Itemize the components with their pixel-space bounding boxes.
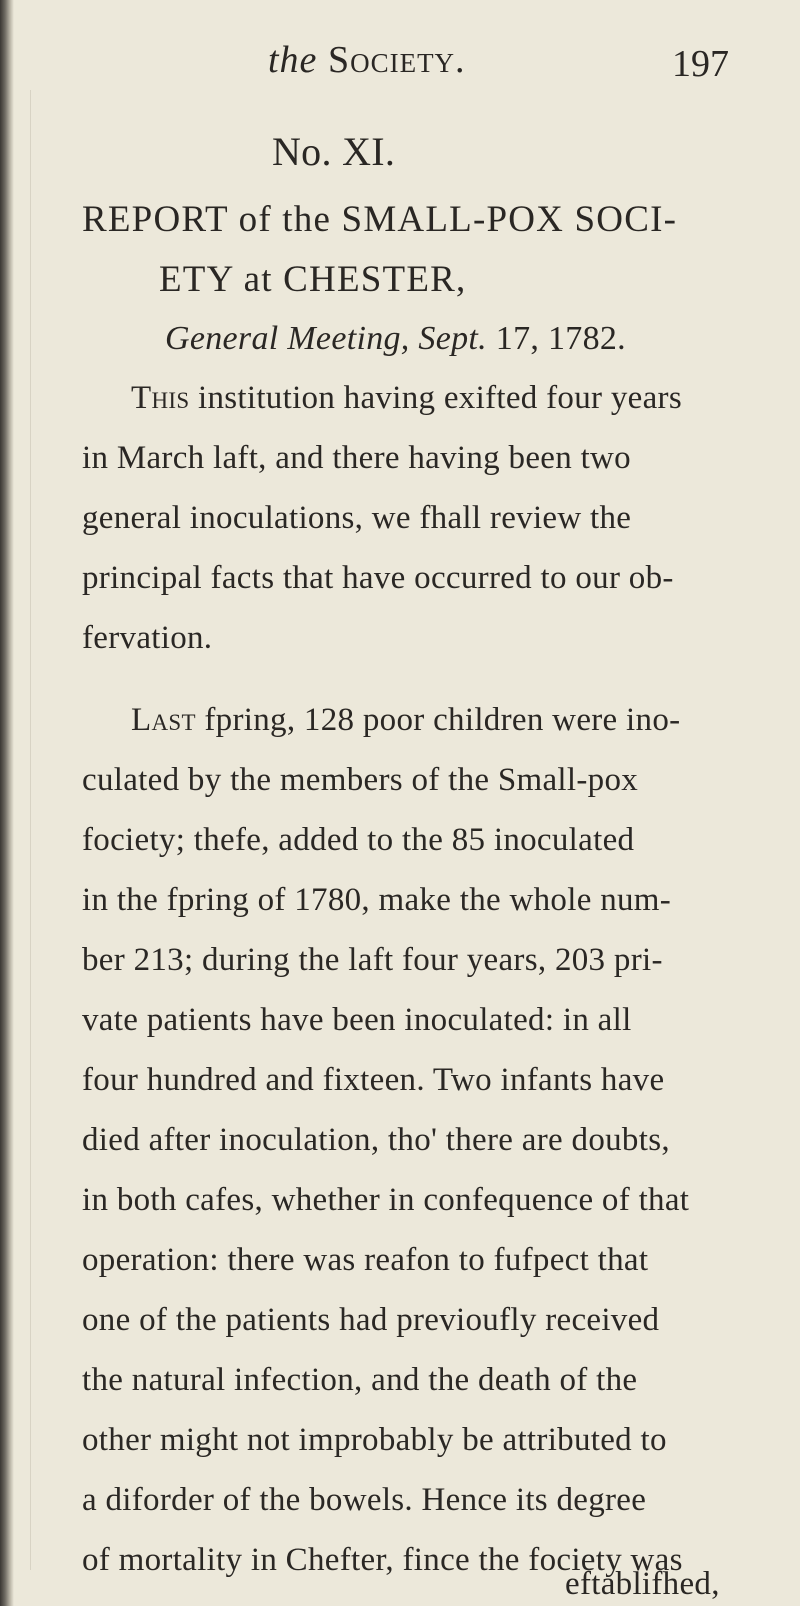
paragraph-2-line-12: the natural infection, and the death of the (82, 1362, 638, 1398)
paragraph-1-line-5: fervation. (82, 620, 213, 656)
page-number: 197 (672, 43, 729, 85)
section-number: No. XI. (272, 129, 396, 174)
paragraph-2-dropcap: Last (131, 702, 196, 738)
paragraph-2-line-6: vate patients have been inoculated: in all (82, 1002, 632, 1038)
catchword: eftablifhed, (565, 1566, 720, 1602)
paragraph-2-line-9: in both cafes, whether in confequence of that (82, 1182, 690, 1218)
paragraph-2-line-5: ber 213; during the laft four years, 203 pri- (82, 942, 663, 978)
paragraph-2-line-1 (131, 702, 680, 739)
paragraph-2-line-13: other might not improbably be attributed to (82, 1422, 667, 1458)
paragraph-2-line-3: fociety; thefe, added to the 85 inoculated (82, 822, 635, 858)
paragraph-2-line-4: in the fpring of 1780, make the whole num- (82, 882, 672, 918)
meeting-date-month: Sept. (418, 320, 487, 357)
paragraph-2-line-2: culated by the members of the Small-pox (82, 762, 639, 798)
report-heading-line-2: ETY at CHESTER, (159, 259, 467, 300)
meeting-line (165, 320, 626, 358)
paragraph-1-line-1 (131, 380, 682, 417)
paragraph-1-line-2: in March laft, and there having been two (82, 440, 631, 476)
paragraph-2-line-8: died after inoculation, tho' there are doubts, (82, 1122, 670, 1158)
running-title-caps: Society. (327, 39, 466, 81)
paragraph-2-line-15: of mortality in Chefter, fince the fociety was (82, 1542, 683, 1578)
paragraph-1-line-4: principal facts that have occurred to our ob- (82, 560, 674, 596)
running-title-italic: the (268, 39, 318, 81)
report-heading-line-1: REPORT of the SMALL-POX SOCI- (82, 199, 678, 240)
paragraph-2-line-14: a diforder of the bowels. Hence its degree (82, 1482, 647, 1518)
paragraph-1-dropcap: This (131, 380, 190, 416)
paragraph-2-line-10: operation: there was reafon to fufpect that (82, 1242, 649, 1278)
paragraph-2-text: fpring, 128 poor children were ino- (204, 702, 681, 738)
paragraph-1-line-3: general inoculations, we fhall review the (82, 500, 632, 536)
paragraph-1-text: institution having exifted four years (197, 380, 682, 416)
paragraph-2-line-11: one of the patients had previoufly received (82, 1302, 660, 1338)
meeting-date: 17, 1782. (495, 320, 626, 357)
meeting-label: General Meeting, (165, 320, 410, 357)
paragraph-2-line-7: four hundred and fixteen. Two infants have (82, 1062, 665, 1098)
